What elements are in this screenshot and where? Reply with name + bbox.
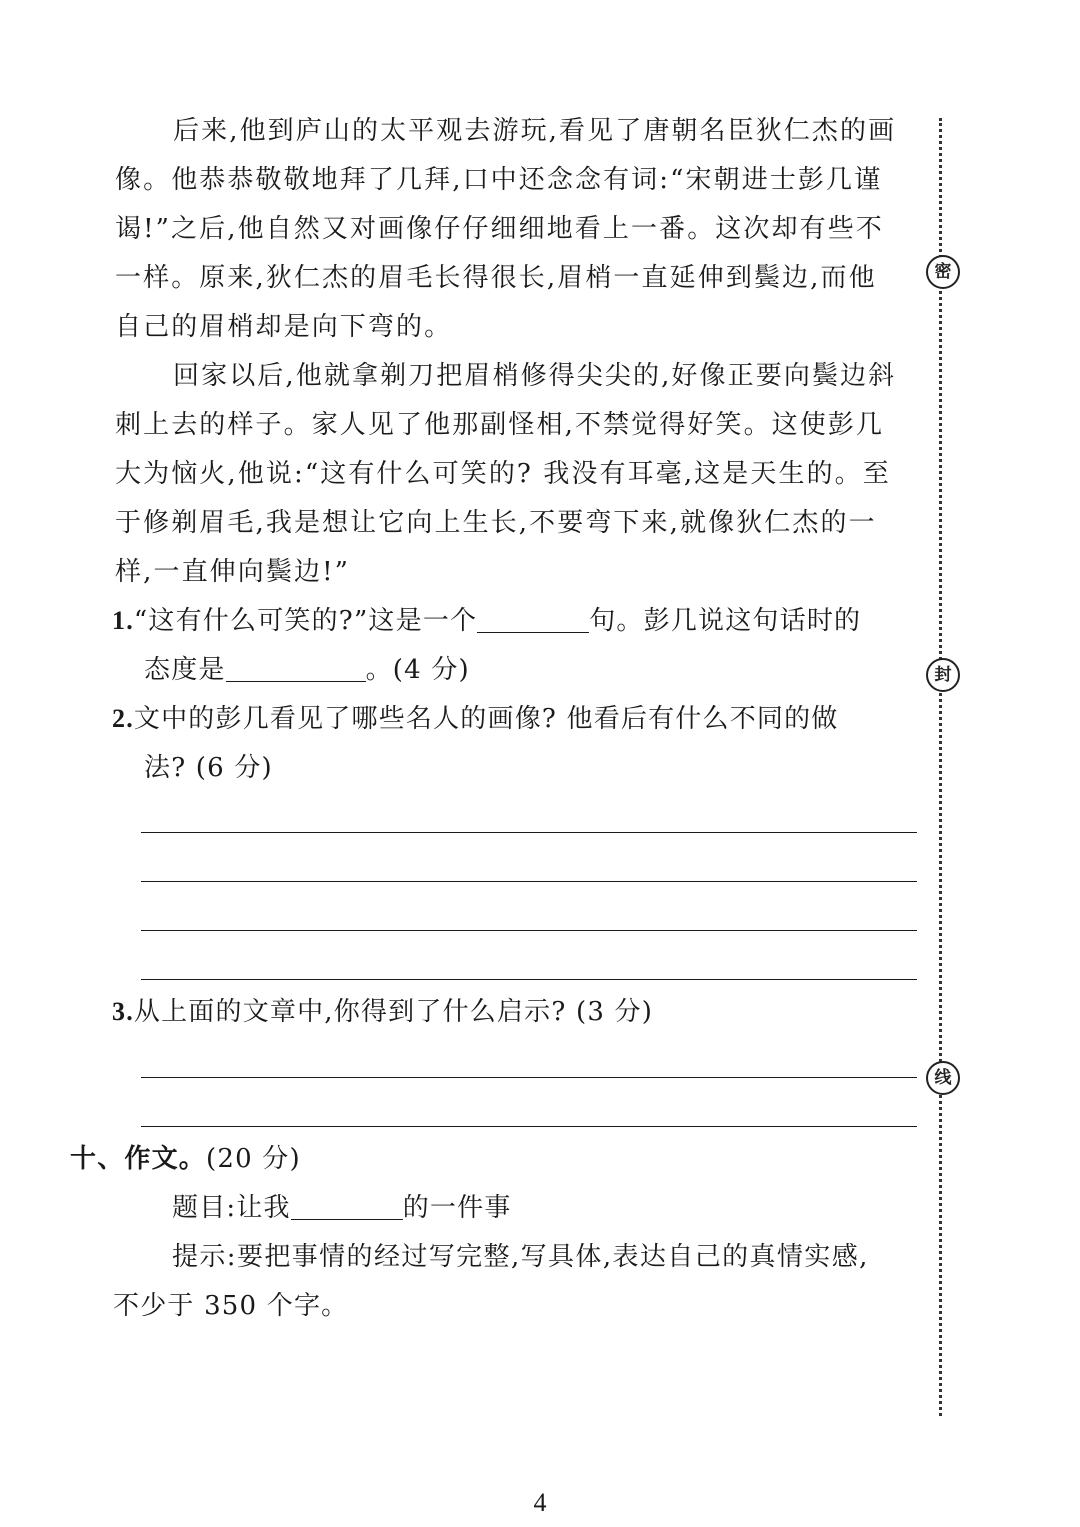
section-title: 十、作文。 xyxy=(70,1144,207,1174)
question-1-cont xyxy=(144,650,470,690)
composition-title xyxy=(172,1188,512,1228)
composition-hint: 提示:要把事情的经过写完整,写具体,表达自己的真情实感, xyxy=(172,1242,869,1272)
passage-line: 刺上去的样子。家人见了他那副怪相,不禁觉得好笑。这使彭几 xyxy=(115,410,885,440)
answer-blank-title[interactable] xyxy=(291,1191,403,1220)
passage-line: 谒!”之后,他自然又对画像仔仔细细地看上一番。这次却有些不 xyxy=(115,214,884,244)
question-2 xyxy=(112,699,839,739)
passage-line: 一样。原来,狄仁杰的眉毛长得很长,眉梢一直延伸到鬓边,而他 xyxy=(115,263,877,293)
passage-line: 于修剃眉毛,我是想让它向上生长,不要弯下来,就像狄仁杰的一 xyxy=(115,508,877,538)
answer-line[interactable] xyxy=(141,832,917,833)
seal-char-feng: 封 xyxy=(926,658,960,692)
question-text: 从上面的文章中,你得到了什么启示? (3 分) xyxy=(133,997,654,1027)
question-text: 态度是 xyxy=(144,655,226,685)
question-3 xyxy=(112,992,653,1032)
question-2-cont: 法? (6 分) xyxy=(144,753,273,783)
passage-line: 样,一直伸向鬓边!” xyxy=(115,557,351,587)
answer-blank-sentence-type[interactable] xyxy=(477,604,589,633)
question-1 xyxy=(112,601,861,641)
question-text: “这有什么可笑的?”这是一个 xyxy=(133,606,478,636)
title-suffix: 的一件事 xyxy=(402,1193,512,1223)
passage-line: 回家以后,他就拿剃刀把眉梢修得尖尖的,好像正要向鬓边斜 xyxy=(173,361,897,391)
answer-line[interactable] xyxy=(141,1126,917,1127)
composition-heading xyxy=(70,1139,301,1179)
composition-hint-cont: 不少于 350 个字。 xyxy=(113,1291,349,1321)
answer-line[interactable] xyxy=(141,1077,917,1078)
answer-line[interactable] xyxy=(141,930,917,931)
passage-line: 自己的眉梢却是向下弯的。 xyxy=(115,312,453,342)
question-number: 1. xyxy=(112,606,134,635)
passage-line: 像。他恭恭敬敬地拜了几拜,口中还念念有词:“宋朝进士彭几谨 xyxy=(115,165,883,195)
answer-line[interactable] xyxy=(141,979,917,980)
seal-char-mi: 密 xyxy=(926,255,960,289)
question-text: 句。彭几说这句话时的 xyxy=(589,606,862,636)
seal-char-xian: 线 xyxy=(926,1061,960,1095)
answer-blank-attitude[interactable] xyxy=(226,653,366,682)
passage-line: 后来,他到庐山的太平观去游玩,看见了唐朝名臣狄仁杰的画 xyxy=(173,116,897,146)
question-points: 。(4 分) xyxy=(365,655,470,685)
question-text: 文中的彭几看见了哪些名人的画像? 他看后有什么不同的做 xyxy=(133,704,839,734)
answer-line[interactable] xyxy=(141,881,917,882)
question-number: 3. xyxy=(112,997,134,1026)
page-number: 4 xyxy=(533,1488,547,1517)
seal-dotted-line xyxy=(939,118,942,1416)
section-points: (20 分) xyxy=(206,1144,301,1174)
passage-line: 大为恼火,他说:“这有什么可笑的? 我没有耳毫,这是天生的。至 xyxy=(115,459,891,489)
question-number: 2. xyxy=(112,704,134,733)
title-prefix: 题目:让我 xyxy=(172,1193,291,1223)
